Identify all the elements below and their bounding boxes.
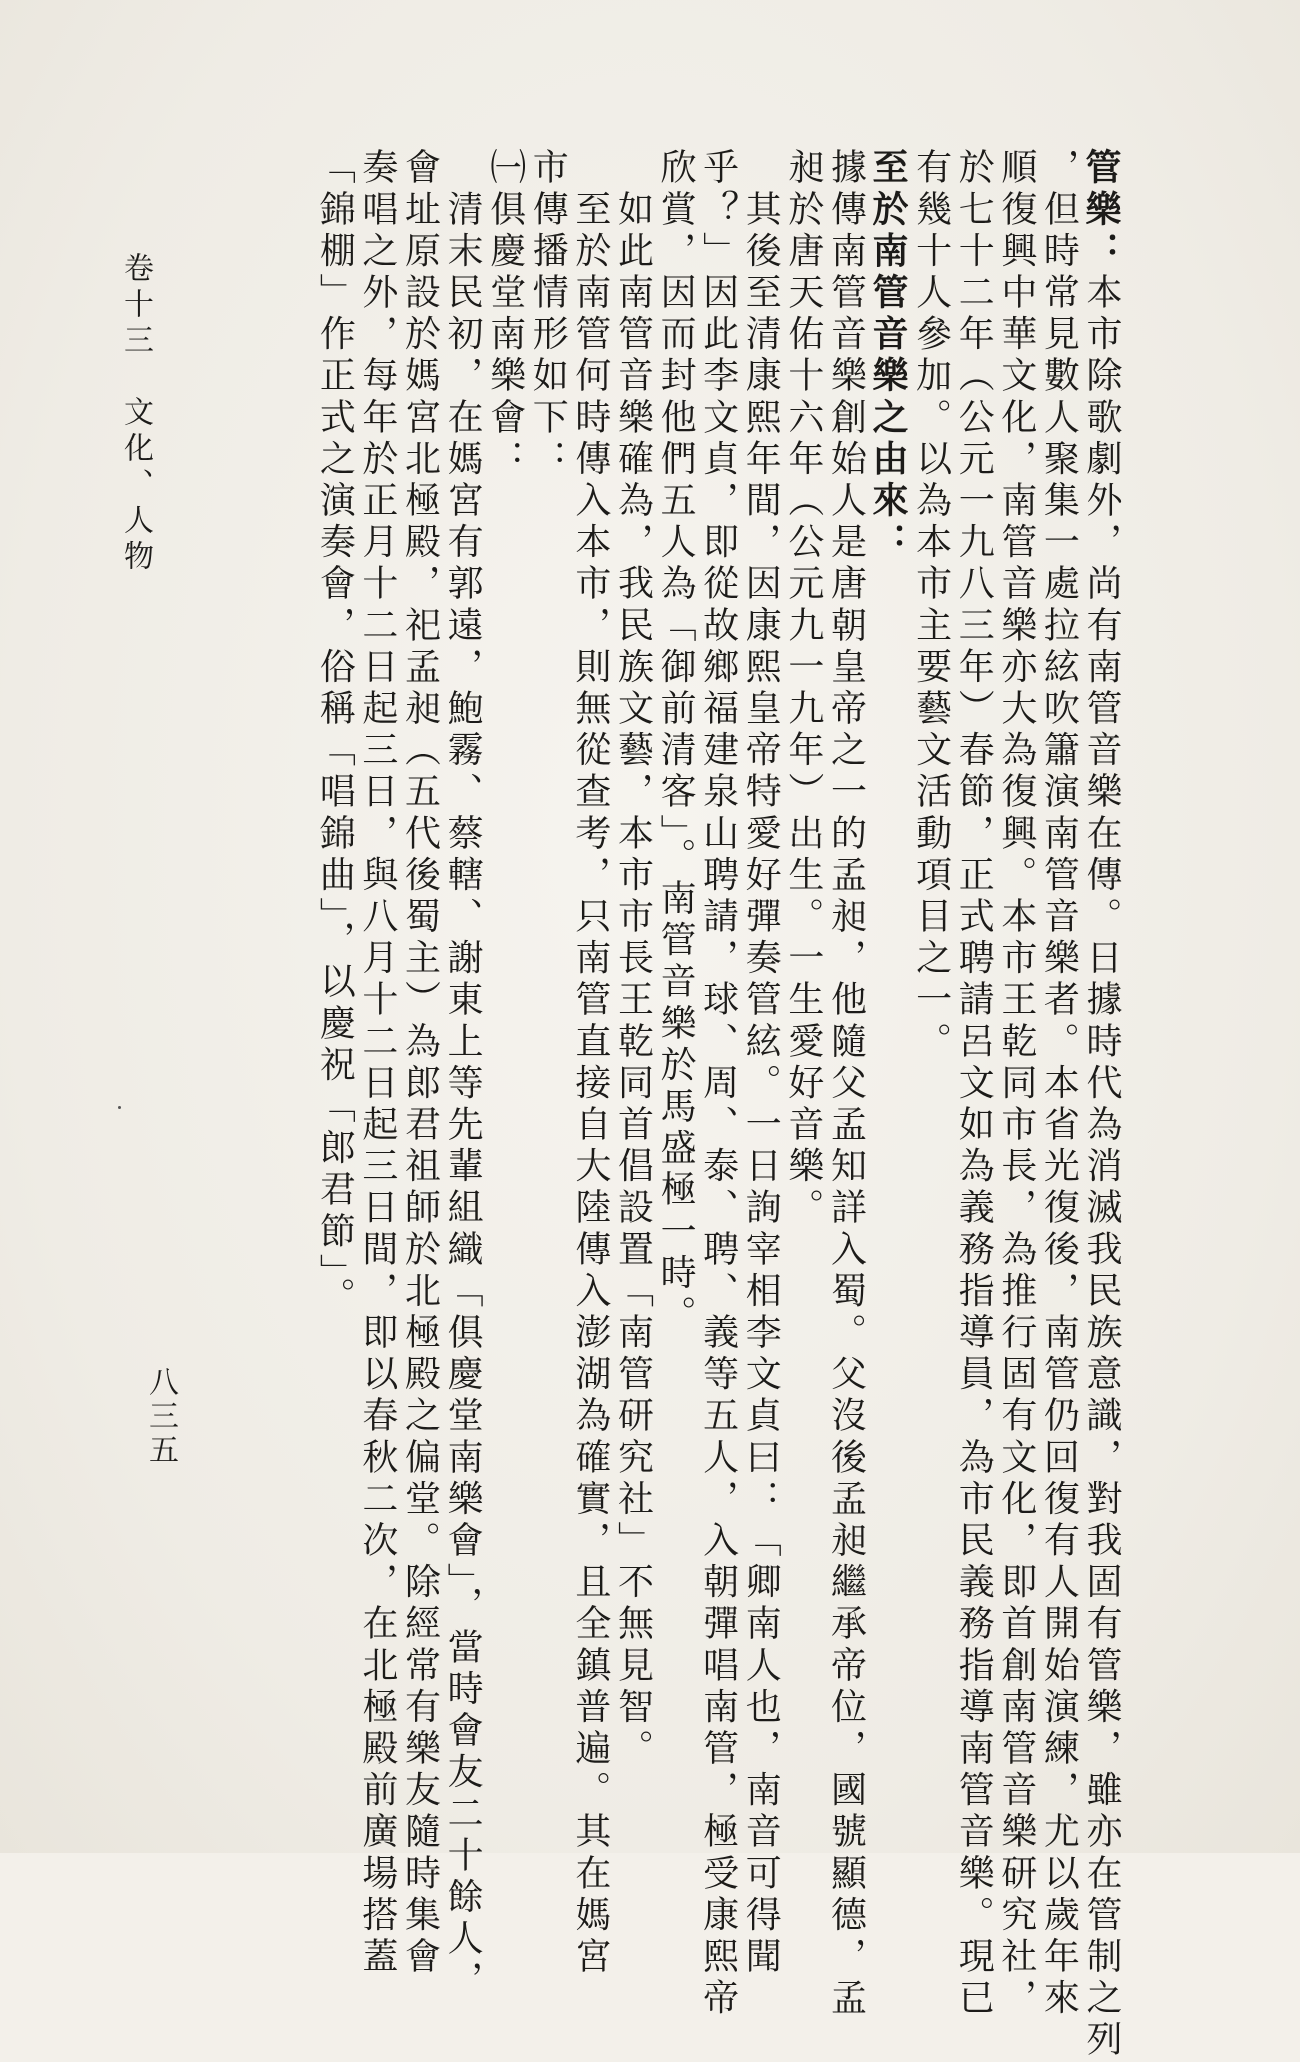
column-body: 市傳播情形如下： [527,148,569,481]
text-column [313,148,356,1468]
column-body: 奏唱之外，每年於正月十二日起三日，與八月十二日起三日間，即以春秋二次，在北極殿前廣場搭蓋 [356,148,398,1979]
column-body: 會址原設於媽宮北極殿，祀孟昶（五代後蜀主）為郎君祖師於北極殿之偏堂。除經常有樂友隨時集會 [399,148,441,1979]
column-body: 其後至清康熙年間，因康熙皇帝特愛好彈奏管絃。一日詢宰相李文貞曰：「卿南人也，南音可得聞 [740,148,782,1979]
column-body: 本市除歌劇外，尚有南管音樂在傳。日據時代為消滅我民族意識，對我固有管樂，雖亦在管制之列 [1081,272,1122,2062]
text-column [781,148,824,1468]
text-column [441,148,484,2002]
text-column [568,148,611,1979]
text-column [355,148,398,1979]
column-body: ㈠俱慶堂南樂會： [484,148,526,481]
text-column [909,148,952,1468]
ink-speck [118,1106,121,1109]
section-heading: 至於南管音樂之由來： [867,148,910,564]
text-column [1079,148,1122,2062]
column-body: 據傳南管音樂創始人是唐朝皇帝之一的孟昶，他隨父孟知詳入蜀。父沒後孟昶繼承帝位，國號顯德，孟 [825,148,867,2020]
page-number: 八三五 [143,1366,178,1468]
column-body: 昶於唐天佑十六年（公元九一九年）出生。一生愛好音樂。 [782,148,824,1230]
column-body: 至於南管何時傳入本市，則無從查考，只南管直接自大陸傳入澎湖為確實，且全鎮普遍。其在媽宮 [569,148,611,1979]
main-text-block [313,148,1122,2062]
volume-footer: 卷十三 文化、人物 [118,252,153,576]
text-column [1037,148,1080,2020]
column-body: 乎？」因此李文貞，即從故鄉福建泉山聘請，球、周、泰、聘、義等五人，入朝彈唱南管，極受康熙帝 [697,148,739,2020]
column-body: 順復興中華文化，南管音樂亦大為復興。本市王乾同市長，為推行固有文化，即首創南管音樂研究社， [995,148,1037,2020]
text-column [398,148,441,1979]
column-body: 於七十二年（公元一九八三年）春節，正式聘請呂文如為義務指導員，為市民義務指導南管音樂。現已 [953,148,995,2020]
text-column [739,148,782,1979]
column-body: 「錦棚」作正式之演奏會，俗稱「唱錦曲」，以慶祝「郎君節」。 [314,148,356,1319]
text-column [866,148,909,1468]
section-heading: 管樂： [1080,148,1122,273]
column-body: ，但時常見數人聚集一處拉絃吹簫演南管音樂者。本省光復後，南管仍回復有人開始演練，尤以歲年來 [1038,148,1080,2020]
text-column [994,148,1037,2020]
column-body: 清末民初，在媽宮有郭遠，鮑霧、蔡轄、謝東上等先輩組織「俱慶堂南樂會」，當時會友二十餘人， [442,148,484,2002]
column-body: 如此南管音樂確為，我民族文藝，本市市長王乾同首倡設置「南管研究社」不無見智。 [612,148,654,1771]
text-column [653,148,696,1468]
column-body: 有幾十人參加。以為本市主要藝文活動項目之一。 [910,148,952,1064]
text-column [952,148,995,2020]
text-column [483,148,526,1468]
text-column [824,148,867,2020]
text-column [696,148,739,2020]
text-column [611,148,654,1771]
column-body: 欣賞，因而封他們五人為「御前清客」。南管音樂於馬盛極一時。 [655,148,697,1337]
text-column [526,148,569,1468]
